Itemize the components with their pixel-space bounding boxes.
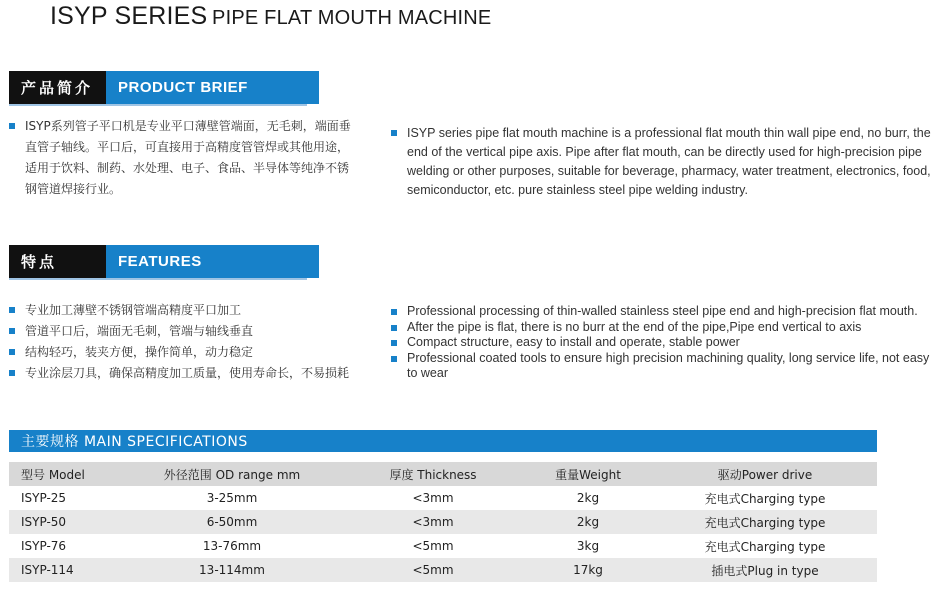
brief-en-label: PRODUCT BRIEF bbox=[106, 71, 319, 104]
brief-cn-text: ISYP系列管子平口机是专业平口薄壁管端面，无毛刺，端面垂直管子轴线。平口后，可直接用于高精度管管焊或其他用途，适用于饮料、制药、水处理、电子、食品、半导体等纯净不锈钢管道焊接行业。 bbox=[9, 116, 355, 200]
cell-model: ISYP-50 bbox=[9, 510, 121, 534]
feature-en-item: After the pipe is flat, there is no burr at the end of the pipe,Pipe end vertical to axis bbox=[391, 320, 941, 336]
brief-divider bbox=[9, 104, 307, 106]
table-row bbox=[9, 486, 877, 510]
feature-cn-item: 专业涂层刀具，确保高精度加工质量，使用寿命长，不易损耗 bbox=[9, 363, 379, 384]
features-cn-list bbox=[9, 300, 379, 384]
cell-od: 13-114mm bbox=[121, 558, 343, 582]
feature-cn-item: 结构轻巧，装夹方便，操作简单，动力稳定 bbox=[9, 342, 379, 363]
cell-model: ISYP-76 bbox=[21, 539, 67, 553]
col-header-power: 驱动Power drive bbox=[653, 462, 877, 486]
col-header-weight: 重量Weight bbox=[523, 462, 653, 486]
feature-cn-item: 管道平口后，端面无毛刺，管端与轴线垂直 bbox=[9, 321, 379, 342]
cell-thickness: <3mm bbox=[412, 491, 454, 505]
features-divider bbox=[9, 278, 307, 280]
cell-model: ISYP-114 bbox=[9, 558, 121, 582]
cell-od: 3-25mm bbox=[206, 491, 258, 505]
cell-power: 充电式Charging type bbox=[704, 539, 826, 554]
cell-thickness: <5mm bbox=[412, 539, 454, 553]
cell-weight: 17kg bbox=[523, 558, 653, 582]
features-en-label: FEATURES bbox=[106, 245, 319, 278]
feature-en-item: Compact structure, easy to install and operate, stable power bbox=[391, 335, 941, 351]
brief-cn-label: 产品简介 bbox=[9, 71, 106, 104]
features-en-list bbox=[391, 304, 941, 382]
cell-thickness: <5mm bbox=[343, 558, 523, 582]
cell-thickness: <3mm bbox=[343, 510, 523, 534]
specs-section-header: 主要规格 MAIN SPECIFICATIONS bbox=[9, 430, 877, 452]
specs-header-row bbox=[9, 462, 877, 486]
page-title bbox=[50, 2, 491, 31]
cell-power: 充电式Charging type bbox=[653, 510, 877, 534]
feature-en-item: Professional coated tools to ensure high precision machining quality, long service life, not easy to wear bbox=[391, 351, 941, 382]
cell-weight: 3kg bbox=[576, 539, 600, 553]
table-row bbox=[9, 510, 877, 534]
features-section-header bbox=[9, 245, 319, 278]
table-row bbox=[9, 558, 877, 582]
cell-power: 插电式Plug in type bbox=[653, 558, 877, 582]
brief-en-text: ISYP series pipe flat mouth machine is a professional flat mouth thin wall pipe end, no burr, the end of the vertical pipe axis. Pipe after flat mouth, can be directly used for high-precision pipe welding or other purposes, suitable for beverage, pharmacy, water treatment, electronics, food, semiconductor, etc. pure stainless steel pipe welding industry. bbox=[391, 124, 941, 200]
specs-table bbox=[9, 462, 877, 582]
cell-od: 13-76mm bbox=[202, 539, 262, 553]
col-header-od: 外径范围 OD range mm bbox=[121, 462, 343, 486]
title-main: ISYP SERIES bbox=[50, 2, 208, 30]
features-cn-label: 特点 bbox=[9, 245, 106, 278]
cell-power: 充电式Charging type bbox=[704, 491, 826, 506]
brief-section-header bbox=[9, 71, 319, 104]
feature-en-item: Professional processing of thin-walled stainless steel pipe end and high-precision flat mouth. bbox=[391, 304, 941, 320]
cell-weight: 2kg bbox=[576, 491, 600, 505]
table-row bbox=[9, 534, 877, 558]
col-header-model: 型号 Model bbox=[9, 462, 121, 486]
brief-en-list bbox=[391, 124, 941, 200]
col-header-thickness: 厚度 Thickness bbox=[343, 462, 523, 486]
cell-weight: 2kg bbox=[523, 510, 653, 534]
cell-model: ISYP-25 bbox=[21, 491, 67, 505]
cell-od: 6-50mm bbox=[121, 510, 343, 534]
feature-cn-item: 专业加工薄壁不锈钢管端高精度平口加工 bbox=[9, 300, 379, 321]
brief-cn-list bbox=[9, 116, 355, 200]
title-sub: PIPE FLAT MOUTH MACHINE bbox=[212, 7, 492, 29]
